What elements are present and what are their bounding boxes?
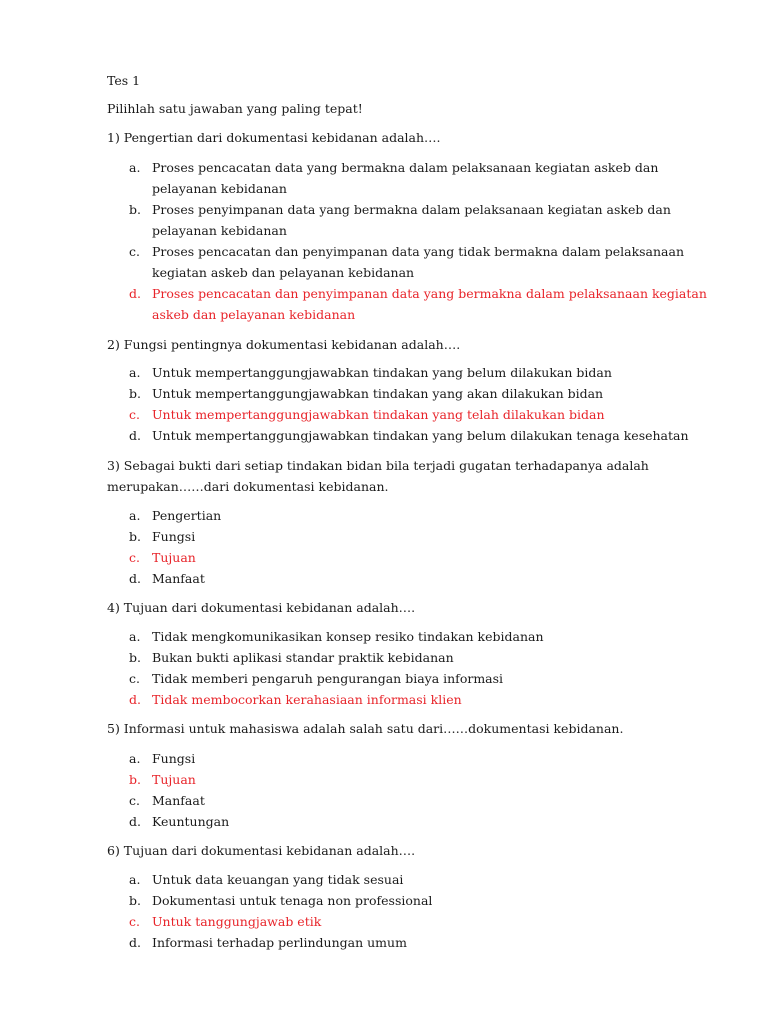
question-text: 3) Sebagai bukti dari setiap tindakan bidan bila terjadi gugatan terhadapanya adalah merupakan……dari dokumentasi kebidanan. bbox=[107, 458, 653, 494]
options-list-1 bbox=[107, 157, 707, 325]
option-item bbox=[107, 869, 707, 890]
option-letter: a. bbox=[129, 872, 141, 887]
option-text: Untuk data keuangan yang tidak sesuai bbox=[152, 872, 404, 887]
instruction-text: Pilihlah satu jawaban yang paling tepat! bbox=[107, 101, 363, 116]
option-item bbox=[107, 668, 707, 689]
option-item bbox=[107, 568, 707, 589]
option-text: Proses pencacatan data yang bermakna dalam pelaksanaan kegiatan askeb dan pelayanan kebidanan bbox=[152, 160, 659, 196]
option-item bbox=[107, 241, 707, 283]
option-text: Fungsi bbox=[152, 529, 196, 544]
question-4 bbox=[107, 597, 707, 618]
option-letter: b. bbox=[129, 386, 141, 401]
options-list-5 bbox=[107, 748, 707, 832]
option-text: Proses penyimpanan data yang bermakna dalam pelaksanaan kegiatan askeb dan pelayanan kebidanan bbox=[152, 202, 671, 238]
question-text: 2) Fungsi pentingnya dokumentasi kebidanan adalah…. bbox=[107, 337, 461, 352]
option-item bbox=[107, 626, 707, 647]
option-text: Tidak mengkomunikasikan konsep resiko tindakan kebidanan bbox=[152, 629, 544, 644]
question-text: 1) Pengertian dari dokumentasi kebidanan adalah…. bbox=[107, 130, 441, 145]
question-1 bbox=[107, 127, 707, 148]
option-item bbox=[107, 199, 707, 241]
option-text: Untuk mempertanggungjawabkan tindakan yang belum dilakukan bidan bbox=[152, 365, 612, 380]
option-text: Untuk mempertanggungjawabkan tindakan yang belum dilakukan tenaga kesehatan bbox=[152, 428, 689, 443]
question-text: 6) Tujuan dari dokumentasi kebidanan adalah…. bbox=[107, 843, 416, 858]
option-item-correct bbox=[107, 547, 707, 568]
option-item bbox=[107, 748, 707, 769]
option-letter: d. bbox=[129, 935, 141, 950]
option-letter: a. bbox=[129, 160, 141, 175]
option-letter: c. bbox=[129, 244, 140, 259]
document-title: Tes 1 bbox=[107, 73, 141, 88]
option-item bbox=[107, 157, 707, 199]
option-text: Untuk mempertanggungjawabkan tindakan yang akan dilakukan bidan bbox=[152, 386, 604, 401]
option-letter: b. bbox=[129, 202, 141, 217]
option-item bbox=[107, 383, 707, 404]
option-letter: d. bbox=[129, 286, 141, 301]
option-letter: b. bbox=[129, 893, 141, 908]
option-item bbox=[107, 811, 707, 832]
option-text: Proses pencacatan dan penyimpanan data yang tidak bermakna dalam pelaksanaan kegiatan askeb dan pelayanan kebidanan bbox=[152, 244, 685, 280]
option-item bbox=[107, 890, 707, 911]
option-letter: c. bbox=[129, 671, 140, 686]
option-letter: b. bbox=[129, 650, 141, 665]
option-letter: d. bbox=[129, 692, 141, 707]
option-letter: b. bbox=[129, 772, 141, 787]
option-letter: c. bbox=[129, 914, 140, 929]
option-text: Dokumentasi untuk tenaga non professional bbox=[152, 893, 433, 908]
option-text: Bukan bukti aplikasi standar praktik kebidanan bbox=[152, 650, 454, 665]
option-letter: d. bbox=[129, 571, 141, 586]
option-text: Tidak memberi pengaruh pengurangan biaya informasi bbox=[152, 671, 504, 686]
option-text: Manfaat bbox=[152, 793, 205, 808]
option-text: Tujuan bbox=[152, 550, 196, 565]
option-text: Pengertian bbox=[152, 508, 222, 523]
question-3 bbox=[107, 455, 707, 497]
option-text: Informasi terhadap perlindungan umum bbox=[152, 935, 407, 950]
option-letter: d. bbox=[129, 814, 141, 829]
option-item bbox=[107, 505, 707, 526]
option-text: Tujuan bbox=[152, 772, 196, 787]
option-text: Untuk tanggungjawab etik bbox=[152, 914, 322, 929]
option-item bbox=[107, 362, 707, 383]
option-item bbox=[107, 425, 707, 446]
option-item-correct bbox=[107, 404, 707, 425]
options-list-6 bbox=[107, 869, 707, 953]
option-text: Keuntungan bbox=[152, 814, 230, 829]
option-text: Fungsi bbox=[152, 751, 196, 766]
question-text: 5) Informasi untuk mahasiswa adalah salah satu dari……dokumentasi kebidanan. bbox=[107, 721, 624, 736]
question-text: 4) Tujuan dari dokumentasi kebidanan adalah…. bbox=[107, 600, 416, 615]
option-item bbox=[107, 526, 707, 547]
option-letter: a. bbox=[129, 508, 141, 523]
option-text: Manfaat bbox=[152, 571, 205, 586]
options-list-2 bbox=[107, 362, 707, 446]
option-letter: b. bbox=[129, 529, 141, 544]
option-item-correct bbox=[107, 689, 707, 710]
option-letter: a. bbox=[129, 629, 141, 644]
option-item-correct bbox=[107, 283, 707, 325]
question-6 bbox=[107, 840, 707, 861]
option-text: Untuk mempertanggungjawabkan tindakan yang telah dilakukan bidan bbox=[152, 407, 605, 422]
option-letter: a. bbox=[129, 365, 141, 380]
option-letter: c. bbox=[129, 793, 140, 808]
option-text: Proses pencacatan dan penyimpanan data yang bermakna dalam pelaksanaan kegiatan askeb dan pelayanan kebidanan bbox=[152, 286, 707, 322]
question-2 bbox=[107, 334, 707, 355]
option-letter: c. bbox=[129, 550, 140, 565]
option-letter: d. bbox=[129, 428, 141, 443]
question-5 bbox=[107, 718, 707, 739]
option-item bbox=[107, 932, 707, 953]
options-list-4 bbox=[107, 626, 707, 710]
option-item-correct bbox=[107, 769, 707, 790]
option-letter: a. bbox=[129, 751, 141, 766]
options-list-3 bbox=[107, 505, 707, 589]
option-text: Tidak membocorkan kerahasiaan informasi klien bbox=[152, 692, 462, 707]
option-item-correct bbox=[107, 911, 707, 932]
option-letter: c. bbox=[129, 407, 140, 422]
option-item bbox=[107, 790, 707, 811]
option-item bbox=[107, 647, 707, 668]
